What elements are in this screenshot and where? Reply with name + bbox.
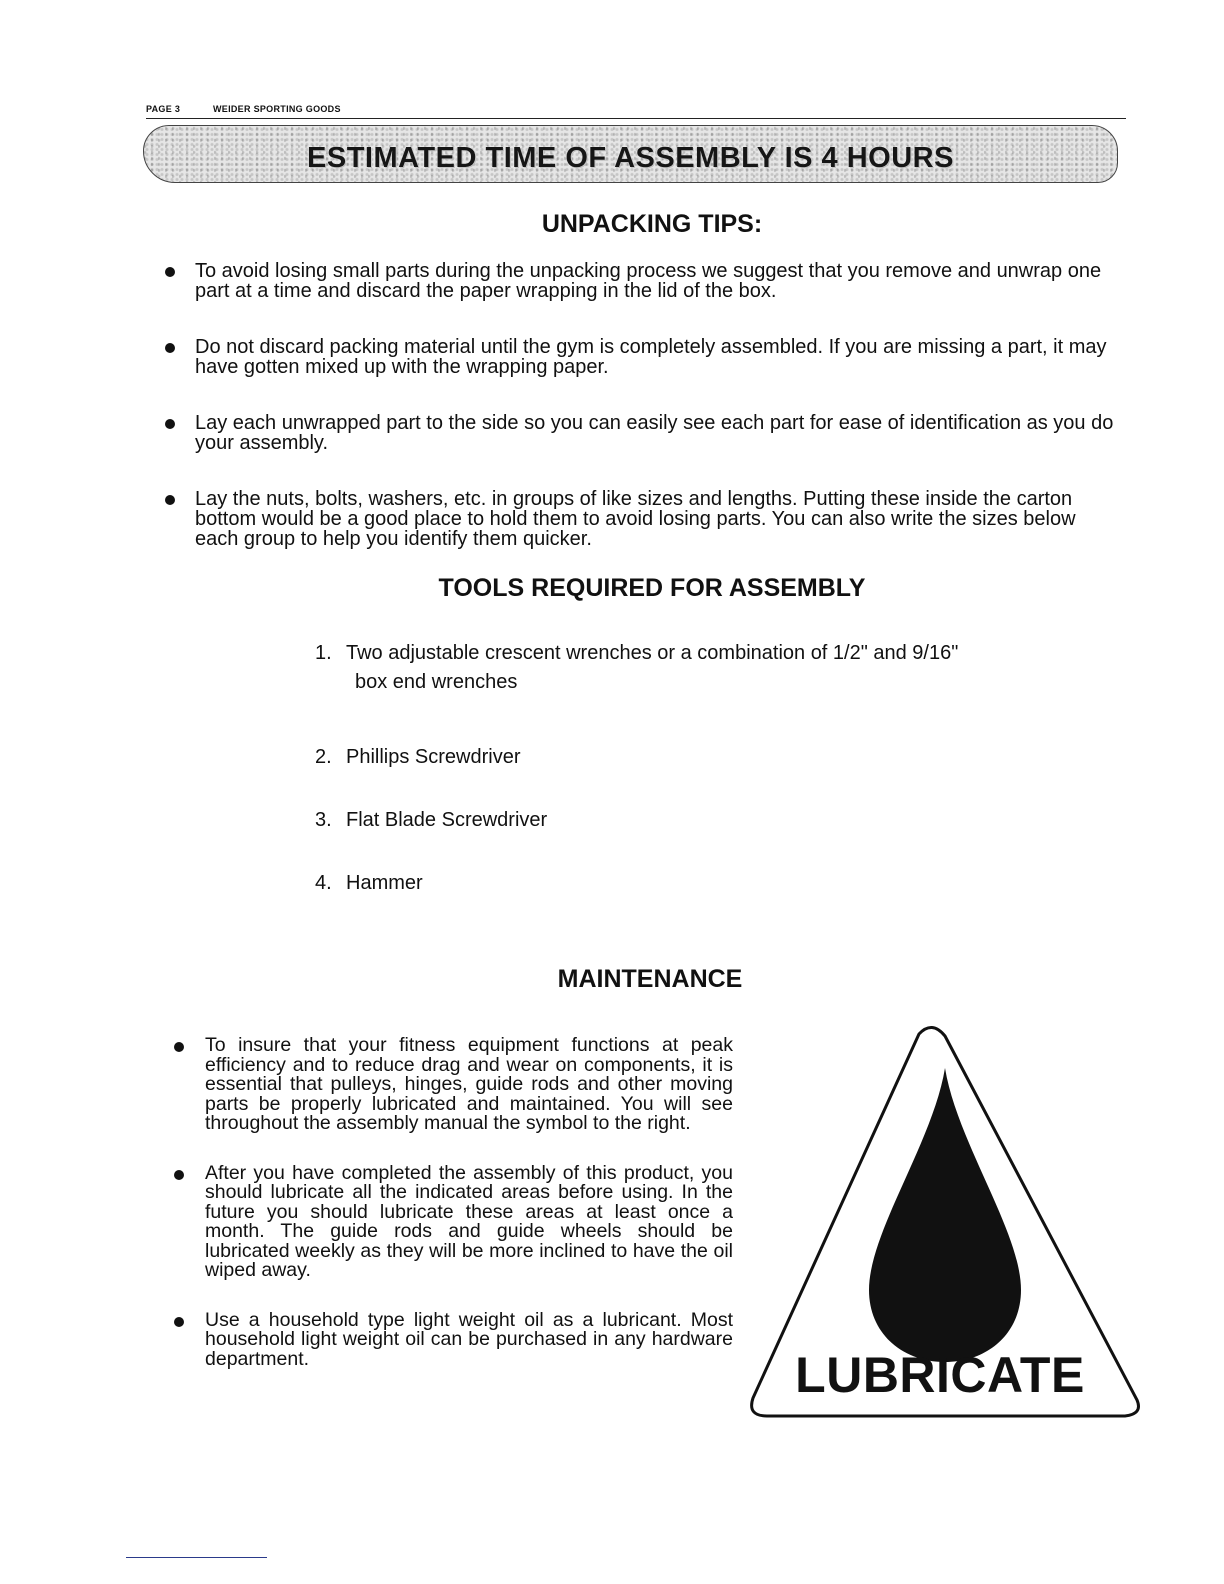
tip-text: To insure that your fitness equipment functions at peak efficiency and to reduce drag and wear on components, it is essential that pulleys, hinges, guide rods and other moving parts be properly lubricated and maintained. You will see throughout the assembly manual the symbol to the right. [205, 1034, 733, 1134]
lubricate-label: LUBRICATE [795, 1347, 1085, 1403]
unpacking-tips-list [195, 261, 1120, 585]
maintenance-list [205, 1036, 733, 1399]
item-number: 2. [315, 746, 332, 768]
bullet-icon [165, 267, 175, 277]
item-text-continued: box end wrenches [355, 671, 518, 693]
item-number: 3. [315, 809, 332, 831]
list-item [205, 1161, 733, 1281]
oil-drop-icon [869, 1068, 1021, 1362]
unpacking-tips-heading: UNPACKING TIPS: [541, 210, 763, 238]
list-item [195, 337, 1120, 377]
bullet-icon [174, 1042, 184, 1052]
tools-heading: TOOLS REQUIRED FOR ASSEMBLY [438, 574, 866, 602]
item-text: Two adjustable crescent wrenches or a combination of 1/2" and 9/16" [346, 642, 959, 664]
item-number: 1. [315, 642, 332, 664]
list-item [205, 1036, 733, 1134]
company-name: WEIDER SPORTING GOODS [212, 104, 341, 114]
list-item [195, 261, 1120, 301]
bottom-rule [126, 1557, 267, 1558]
item-number: 4. [315, 872, 332, 894]
list-item [195, 413, 1120, 453]
list-item [205, 1308, 733, 1370]
page-header [146, 104, 1126, 114]
list-item [315, 642, 958, 746]
header-rule [146, 118, 1126, 119]
bullet-icon [165, 495, 175, 505]
bullet-icon [174, 1170, 184, 1180]
list-item [315, 809, 958, 872]
page-number: PAGE 3 [146, 104, 181, 114]
item-text: Flat Blade Screwdriver [346, 809, 548, 831]
tip-text: Lay each unwrapped part to the side so you can easily see each part for ease of identification as you do your assembly. [195, 412, 1114, 454]
tip-text: Use a household type light weight oil as a lubricant. Most household light weight oil can be purchased in any hardware department. [205, 1308, 733, 1370]
item-text: Phillips Screwdriver [346, 746, 521, 768]
list-item [315, 872, 958, 935]
list-item [195, 489, 1120, 549]
tip-text: Lay the nuts, bolts, washers, etc. in groups of like sizes and lengths. Putting these inside the carton bottom would be a good place to hold them to avoid losing parts. You can also write the sizes below each group to help you identify them quicker. [195, 488, 1076, 550]
list-item [315, 746, 958, 809]
bullet-icon [174, 1317, 184, 1327]
tip-text: Do not discard packing material until the gym is completely assembled. If you are missing a part, it may have gotten mixed up with the wrapping paper. [195, 336, 1107, 378]
item-text: Hammer [346, 872, 423, 894]
banner-text: ESTIMATED TIME OF ASSEMBLY IS 4 HOURS [307, 142, 954, 174]
maintenance-heading: MAINTENANCE [557, 965, 743, 993]
tip-text: To avoid losing small parts during the unpacking process we suggest that you remove and unwrap one part at a time and discard the paper wrapping in the lid of the box. [195, 260, 1102, 302]
assembly-time-banner [143, 125, 1118, 183]
bullet-icon [165, 419, 175, 429]
bullet-icon [165, 343, 175, 353]
tools-list [315, 642, 958, 935]
tip-text: After you have completed the assembly of this product, you should lubricate all the indicated areas before using. In the future you should lubricate these areas at least once a month. The guide rods and guide wheels should be lubricated weekly as they will be more inclined to have the oil wiped away. [205, 1161, 733, 1281]
